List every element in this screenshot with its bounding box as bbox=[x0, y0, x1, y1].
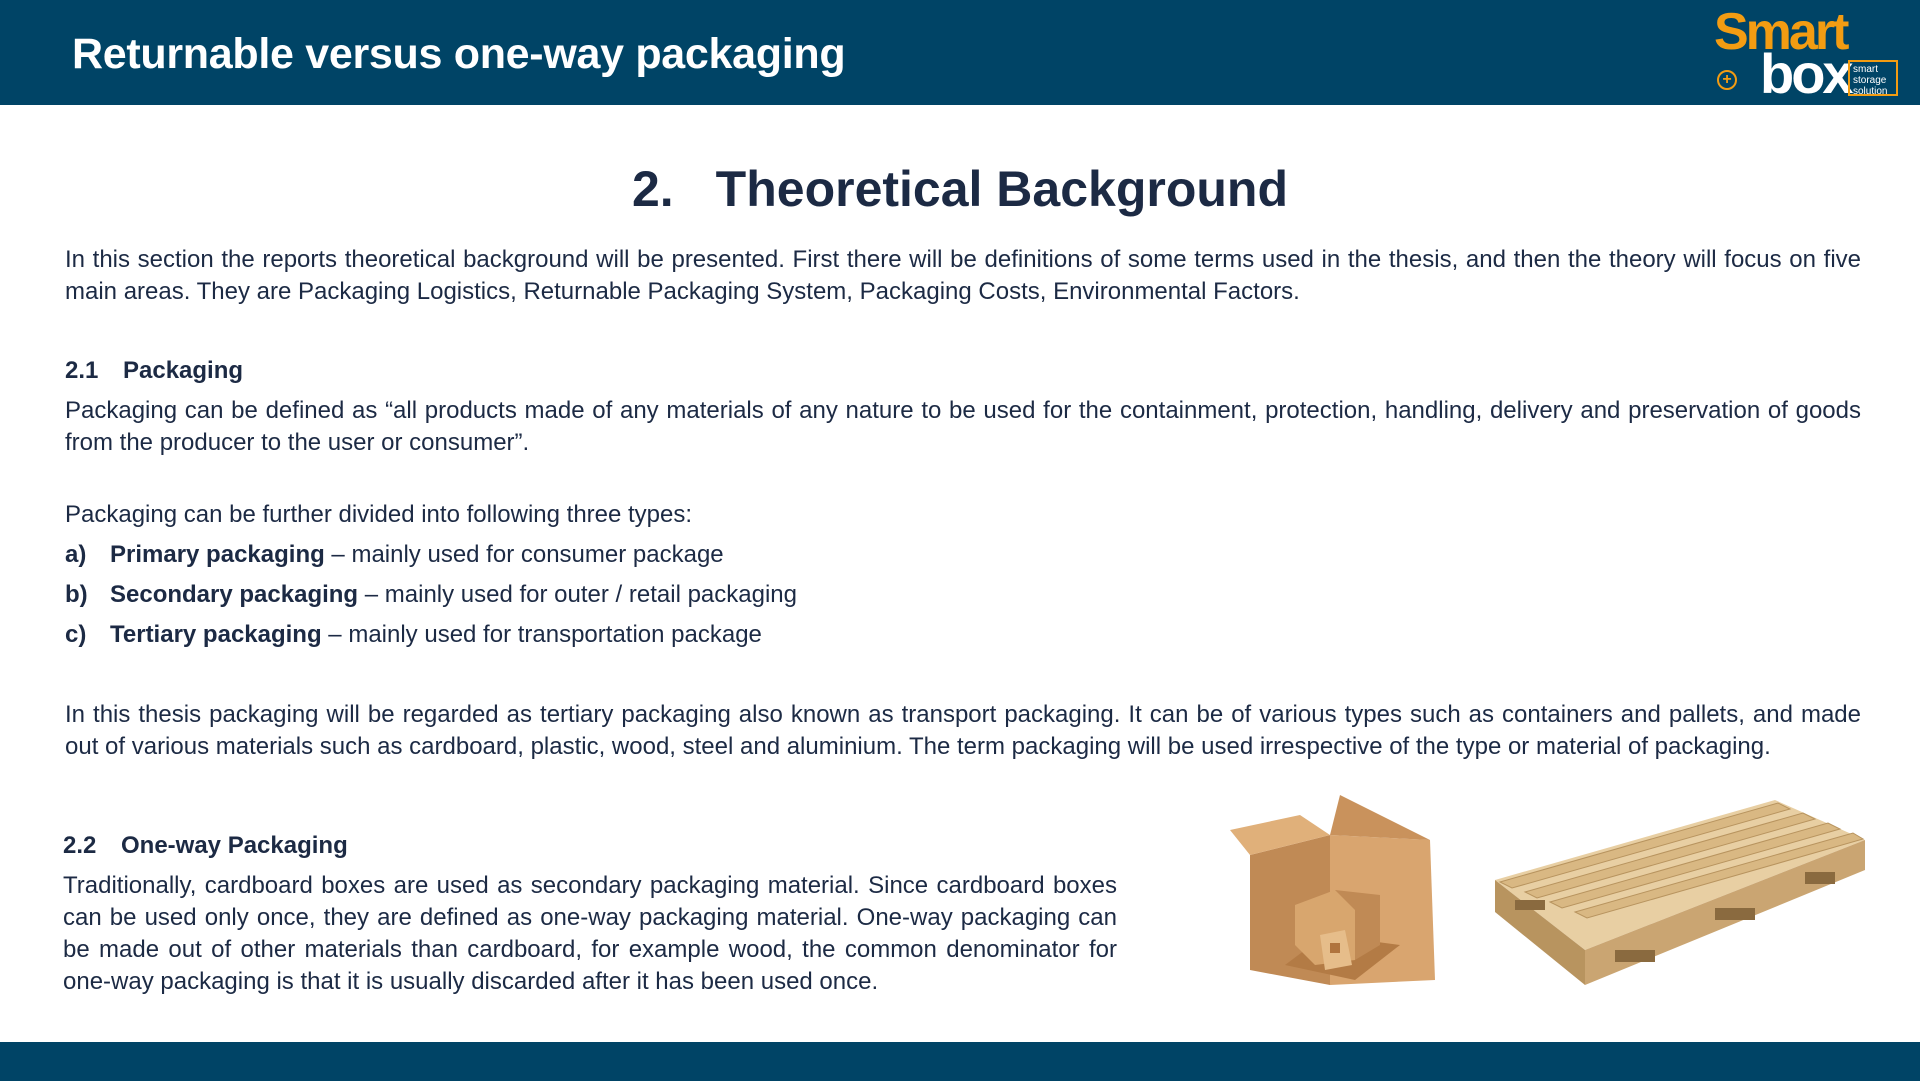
smartbox-logo bbox=[1708, 3, 1908, 105]
list-desc: – mainly used for consumer package bbox=[324, 541, 724, 568]
definition-paragraph: Packaging can be defined as “all products made of any materials of any nature to be used for the containment, protection, handling, delivery and preservation of goods from the producer to the user or consumer”. bbox=[65, 397, 1861, 456]
section-number: 2. bbox=[631, 161, 674, 217]
list-marker: b) bbox=[65, 581, 88, 608]
list-item bbox=[65, 539, 724, 571]
logo-word-smart: Smart bbox=[1714, 3, 1847, 61]
list-desc: – mainly used for transportation package bbox=[321, 621, 762, 648]
types-intro: Packaging can be further divided into following three types: bbox=[65, 501, 693, 528]
one-way-paragraph: Traditionally, cardboard boxes are used as secondary packaging material. Since cardboard boxes can be used only once, they are defined as one-way packaging material. One-way packaging can be made out of other materials than cardboard, for example wood, the common denominator for one-way packaging is that it is usually discarded after it has been used once. bbox=[63, 872, 1117, 995]
subsection-title: One-way Packaging bbox=[121, 832, 348, 859]
logo-tagline bbox=[1848, 60, 1898, 96]
logo-tagline-line: smart bbox=[1853, 64, 1878, 75]
list-marker: c) bbox=[65, 621, 87, 648]
subsection-number: 2.1 bbox=[65, 357, 99, 384]
header-title: Returnable versus one-way packaging bbox=[72, 30, 846, 78]
logo-tagline-line: storage bbox=[1853, 75, 1887, 86]
logo-word-box: box bbox=[1760, 42, 1851, 105]
list-item bbox=[65, 579, 797, 611]
list-desc: – mainly used for outer / retail packaging bbox=[358, 581, 797, 608]
wooden-pallet-image bbox=[1495, 800, 1865, 995]
section-title-text: Theoretical Background bbox=[715, 161, 1289, 217]
intro-paragraph: In this section the reports theoretical background will be presented. First there will be definitions of some terms used in the thesis, and then the theory will focus on five main areas. They are Packaging Logistics, Returnable Packaging System, Packaging Costs, Environmental Factors. bbox=[65, 246, 1861, 305]
header-bar bbox=[0, 0, 1920, 105]
footer-bar bbox=[0, 1042, 1920, 1081]
list-item bbox=[65, 619, 762, 651]
list-term: Secondary packaging bbox=[110, 581, 359, 608]
thesis-note-paragraph: In this thesis packaging will be regarded as tertiary packaging also known as transport packaging. It can be of various types such as containers and pallets, and made out of various materials such as cardboard, plastic, wood, steel and aluminium. The term packaging will be used irrespective of the type or material of packaging. bbox=[65, 701, 1861, 760]
list-marker: a) bbox=[65, 541, 87, 568]
subsection-title: Packaging bbox=[123, 357, 244, 384]
subsection-number: 2.2 bbox=[63, 832, 97, 859]
plus-icon: + bbox=[1717, 70, 1737, 90]
section-title bbox=[0, 160, 1920, 218]
list-term: Primary packaging bbox=[110, 541, 325, 568]
subsection-heading-one-way bbox=[63, 832, 348, 860]
list-term: Tertiary packaging bbox=[110, 621, 322, 648]
subsection-heading-packaging bbox=[65, 357, 243, 385]
logo-tagline-line: solution bbox=[1853, 86, 1888, 97]
cardboard-boxes-image bbox=[1230, 795, 1450, 995]
